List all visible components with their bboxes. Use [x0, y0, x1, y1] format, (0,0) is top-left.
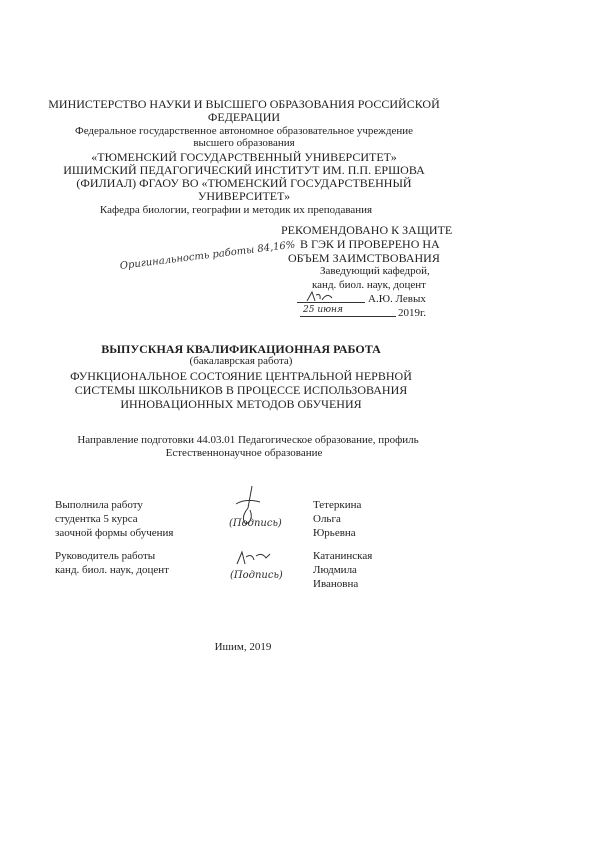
university-name: «ТЮМЕНСКИЙ ГОСУДАРСТВЕННЫЙ УНИВЕРСИТЕТ» [91, 150, 397, 164]
branch-line-3: УНИВЕРСИТЕТ» [197, 189, 291, 203]
supervisor-label-line-1: Руководитель работы [55, 550, 156, 562]
approval-line-3: ОБЪЕМ ЗАИМСТВОВАНИЯ [288, 251, 440, 265]
work-subtype: (бакалаврская работа) [189, 355, 293, 367]
approval-line-1: РЕКОМЕНДОВАНО К ЗАЩИТЕ [281, 223, 453, 237]
supervisor-name-line-2: Людмила [313, 564, 357, 576]
handwritten-date: 25 июня [303, 305, 343, 315]
ministry-line-2: ФЕДЕРАЦИИ [207, 110, 281, 124]
student-label-line-1: Выполнила работу [55, 499, 143, 511]
direction-line-2: Естественнонаучное образование [165, 447, 323, 459]
date-line [300, 316, 396, 317]
supervisor-signature-caption: (Подпись) [230, 570, 283, 581]
student-name-line-1: Тетеркина [313, 499, 362, 511]
direction-line-1: Направление подготовки 44.03.01 Педагогическое образование, профиль [77, 434, 419, 446]
work-type: ВЫПУСКНАЯ КВАЛИФИКАЦИОННАЯ РАБОТА [101, 342, 381, 356]
institution-type-line-1: Федеральное государственное автономное образовательное учреждение [75, 125, 413, 137]
topic-line-2: СИСТЕМЫ ШКОЛЬНИКОВ В ПРОЦЕССЕ ИСПОЛЬЗОВАНИЯ [74, 383, 408, 397]
approval-year: 2019г. [398, 307, 427, 319]
supervisor-name-line-1: Катанинская [313, 550, 373, 562]
student-label-line-3: заочной формы обучения [55, 527, 174, 539]
student-label-line-2: студентка 5 курса [55, 513, 138, 525]
head-signature-mark [305, 290, 335, 304]
approval-line-2: В ГЭК И ПРОВЕРЕНО НА [300, 237, 440, 251]
student-name-line-2: Ольга [313, 513, 341, 525]
topic-line-1: ФУНКЦИОНАЛЬНОЕ СОСТОЯНИЕ ЦЕНТРАЛЬНОЙ НЕРВНОЙ [70, 369, 412, 383]
topic-line-3: ИННОВАЦИОННЫХ МЕТОДОВ ОБУЧЕНИЯ [120, 397, 362, 411]
place-year: Ишим, 2019 [214, 641, 272, 653]
branch-line-2: (ФИЛИАЛ) ФГАОУ ВО «ТЮМЕНСКИЙ ГОСУДАРСТВЕННЫЙ [76, 176, 412, 190]
supervisor-signature-mark [234, 548, 274, 568]
supervisor-name-line-3: Ивановна [313, 578, 359, 590]
approval-line-4: Заведующий кафедрой, [320, 265, 430, 277]
department-name: Кафедра биологии, географии и методик их преподавания [99, 204, 373, 216]
branch-line-1: ИШИМСКИЙ ПЕДАГОГИЧЕСКИЙ ИНСТИТУТ ИМ. П.П. ЕРШОВА [63, 163, 425, 177]
ministry-line-1: МИНИСТЕРСТВО НАУКИ И ВЫСШЕГО ОБРАЗОВАНИЯ РОССИЙСКОЙ [48, 97, 440, 111]
head-name: А.Ю. Левых [368, 293, 426, 305]
handwritten-originality-note: Оригинальность работы 84,16% [119, 239, 296, 272]
student-name-line-3: Юрьевна [313, 527, 356, 539]
student-signature-caption: (Подпись) [229, 518, 282, 529]
institution-type-line-2: высшего образования [193, 137, 295, 149]
approval-line-5: канд. биол. наук, доцент [312, 279, 426, 291]
supervisor-label-line-2: канд. биол. наук, доцент [55, 564, 169, 576]
